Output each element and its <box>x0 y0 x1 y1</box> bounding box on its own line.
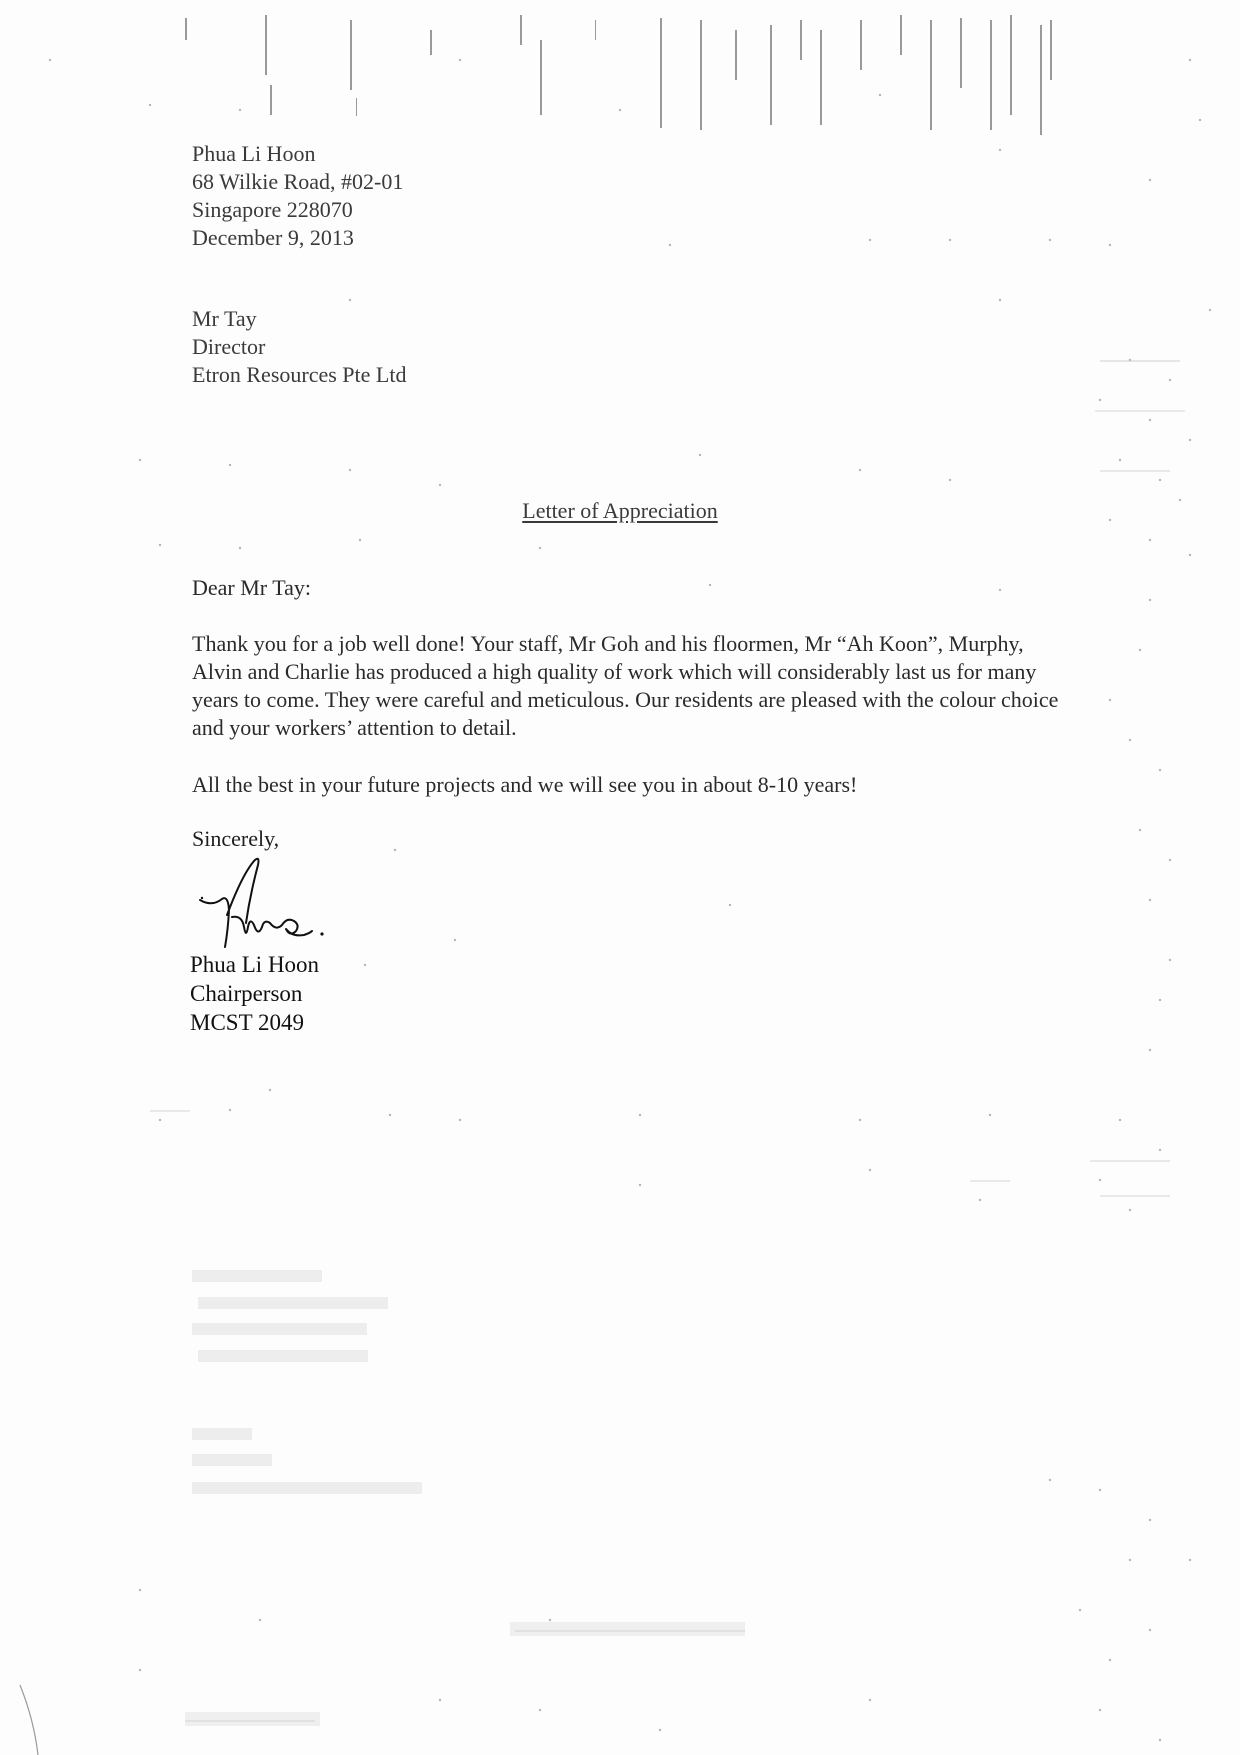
signer-title: Chairperson <box>190 981 303 1006</box>
recipient-name: Mr Tay <box>192 306 257 331</box>
signer-name: Phua Li Hoon <box>190 952 320 977</box>
recipient-title: Director <box>192 334 266 359</box>
signer-block <box>190 950 319 1037</box>
sender-name: Phua Li Hoon <box>192 141 316 166</box>
letter-date: December 9, 2013 <box>192 225 354 250</box>
closing: Sincerely, <box>192 826 280 851</box>
sender-address-line1: 68 Wilkie Road, #02-01 <box>192 169 404 194</box>
sender-address-block <box>192 140 403 252</box>
body-paragraph-1: Thank you for a job well done! Your staff, Mr Goh and his floormen, Mr “Ah Koon”, Murphy, Alvin and Charlie has produced a high quality of work which will considerably last us for many years to come. They were careful and meticulous. Our residents are pleased with the colour choice and your workers’ attention to detail. <box>192 631 1059 740</box>
recipient-company: Etron Resources Pte Ltd <box>192 362 407 387</box>
sender-address-line2: Singapore 228070 <box>192 197 353 222</box>
letter-subject: Letter of Appreciation <box>522 498 718 523</box>
recipient-address-block <box>192 305 406 389</box>
body-paragraph-2: All the best in your future projects and we will see you in about 8-10 years! <box>192 772 858 797</box>
salutation: Dear Mr Tay: <box>192 575 312 600</box>
signer-organization: MCST 2049 <box>190 1010 304 1035</box>
handwritten-signature <box>192 855 352 955</box>
